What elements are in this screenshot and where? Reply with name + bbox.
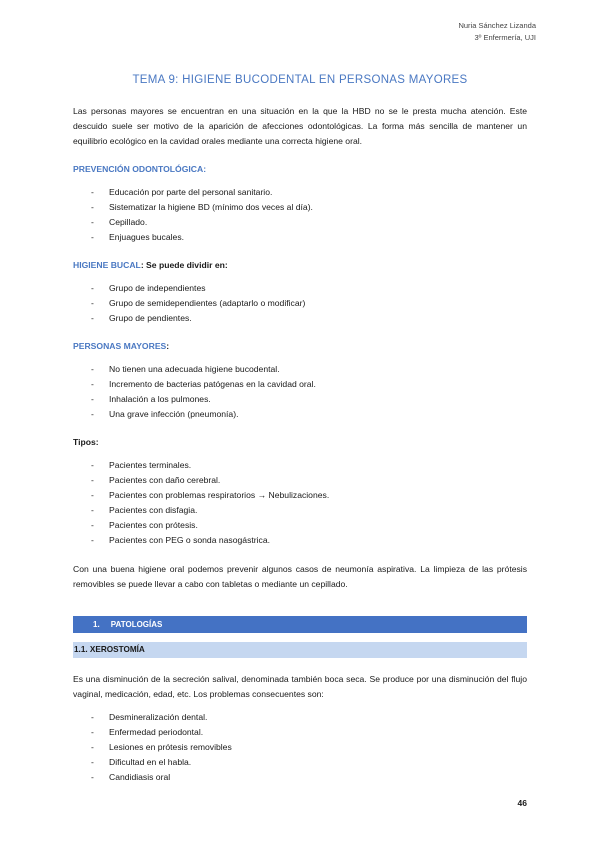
list-item: - Pacientes con daño cerebral. <box>73 473 527 488</box>
list-item: - Enfermedad periodontal. <box>73 725 527 740</box>
higiene-heading <box>73 258 527 273</box>
list-item: - Candidiasis oral <box>73 770 527 785</box>
document-body <box>73 104 527 785</box>
list-item: - Inhalación a los pulmones. <box>73 392 527 407</box>
prevencion-list <box>73 185 527 245</box>
higiene-heading-rest: : Se puede dividir en: <box>140 260 228 270</box>
list-item: - Desmineralización dental. <box>73 710 527 725</box>
list-item: - Pacientes terminales. <box>73 458 527 473</box>
section-heading-patologias <box>73 616 527 633</box>
header-author: Nuria Sánchez Lizanda <box>458 21 536 30</box>
intro-paragraph: Las personas mayores se encuentran en una situación en la que la HBD no se le presta mucha atención. Este descuido suele ser motivo de la aparición de afecciones odontológicas. La forma más sencilla de mantener un equilibrio ecológico en la cavidad orales mediante una correcta higiene oral. <box>73 106 527 146</box>
mayores-heading-rest: : <box>166 341 170 351</box>
list-item: - Lesiones en prótesis removibles <box>73 740 527 755</box>
list-item: - Dificultad en el habla. <box>73 755 527 770</box>
tipos-heading: Tipos: <box>73 437 99 447</box>
list-item: - Incremento de bacterias patógenas en la cavidad oral. <box>73 377 527 392</box>
list-item: - Grupo de independientes <box>73 281 527 296</box>
mayores-heading-label: PERSONAS MAYORES <box>73 341 167 351</box>
list-item: - Sistematizar la higiene BD (mínimo dos veces al día). <box>73 200 527 215</box>
higiene-list <box>73 281 527 326</box>
xerostomia-paragraph: Es una disminución de la secreción salival, denominada también boca seca. Se produce por una disminución del flujo vaginal, medicación, edad, etc. Los problemas consecuentes son: <box>73 674 527 699</box>
list-item: - Una grave infección (pneumonía). <box>73 407 527 422</box>
prevencion-heading <box>73 162 527 177</box>
list-item: - No tienen una adecuada higiene bucodental. <box>73 362 527 377</box>
tipos-list <box>73 458 527 548</box>
section-number: 1. <box>93 620 100 629</box>
list-item: - Educación por parte del personal sanitario. <box>73 185 527 200</box>
document-title: TEMA 9: HIGIENE BUCODENTAL EN PERSONAS MAYORES <box>132 74 468 86</box>
xerostomia-list <box>73 710 527 785</box>
list-item: - Pacientes con problemas respiratorios → Nebulizaciones. <box>73 488 527 503</box>
list-item: - Grupo de semidependientes (adaptarlo o modificar) <box>73 296 527 311</box>
list-item: - Pacientes con prótesis. <box>73 518 527 533</box>
closing-paragraph: Con una buena higiene oral podemos prevenir algunos casos de neumonía aspirativa. La limpieza de las prótesis removibles se puede llevar a cabo con tabletas o mediante un cepillado. <box>73 564 527 589</box>
list-item: - Grupo de pendientes. <box>73 311 527 326</box>
section-label: PATOLOGÍAS <box>110 620 163 629</box>
list-item: - Enjuagues bucales. <box>73 230 527 245</box>
page-header <box>458 20 536 44</box>
higiene-heading-label: HIGIENE BUCAL <box>73 260 141 270</box>
mayores-list <box>73 362 527 422</box>
prevencion-heading-label: PREVENCIÓN ODONTOLÓGICA: <box>73 164 207 174</box>
mayores-heading <box>73 339 527 354</box>
subsection-heading-xerostomia: 1.1. XEROSTOMÍA <box>73 642 527 658</box>
list-item: - Pacientes con disfagia. <box>73 503 527 518</box>
list-item: - Cepillado. <box>73 215 527 230</box>
page-number: 46 <box>517 798 527 808</box>
list-item: - Pacientes con PEG o sonda nasogástrica. <box>73 533 527 548</box>
header-course: 3º Enfermería, UJI <box>474 33 536 42</box>
